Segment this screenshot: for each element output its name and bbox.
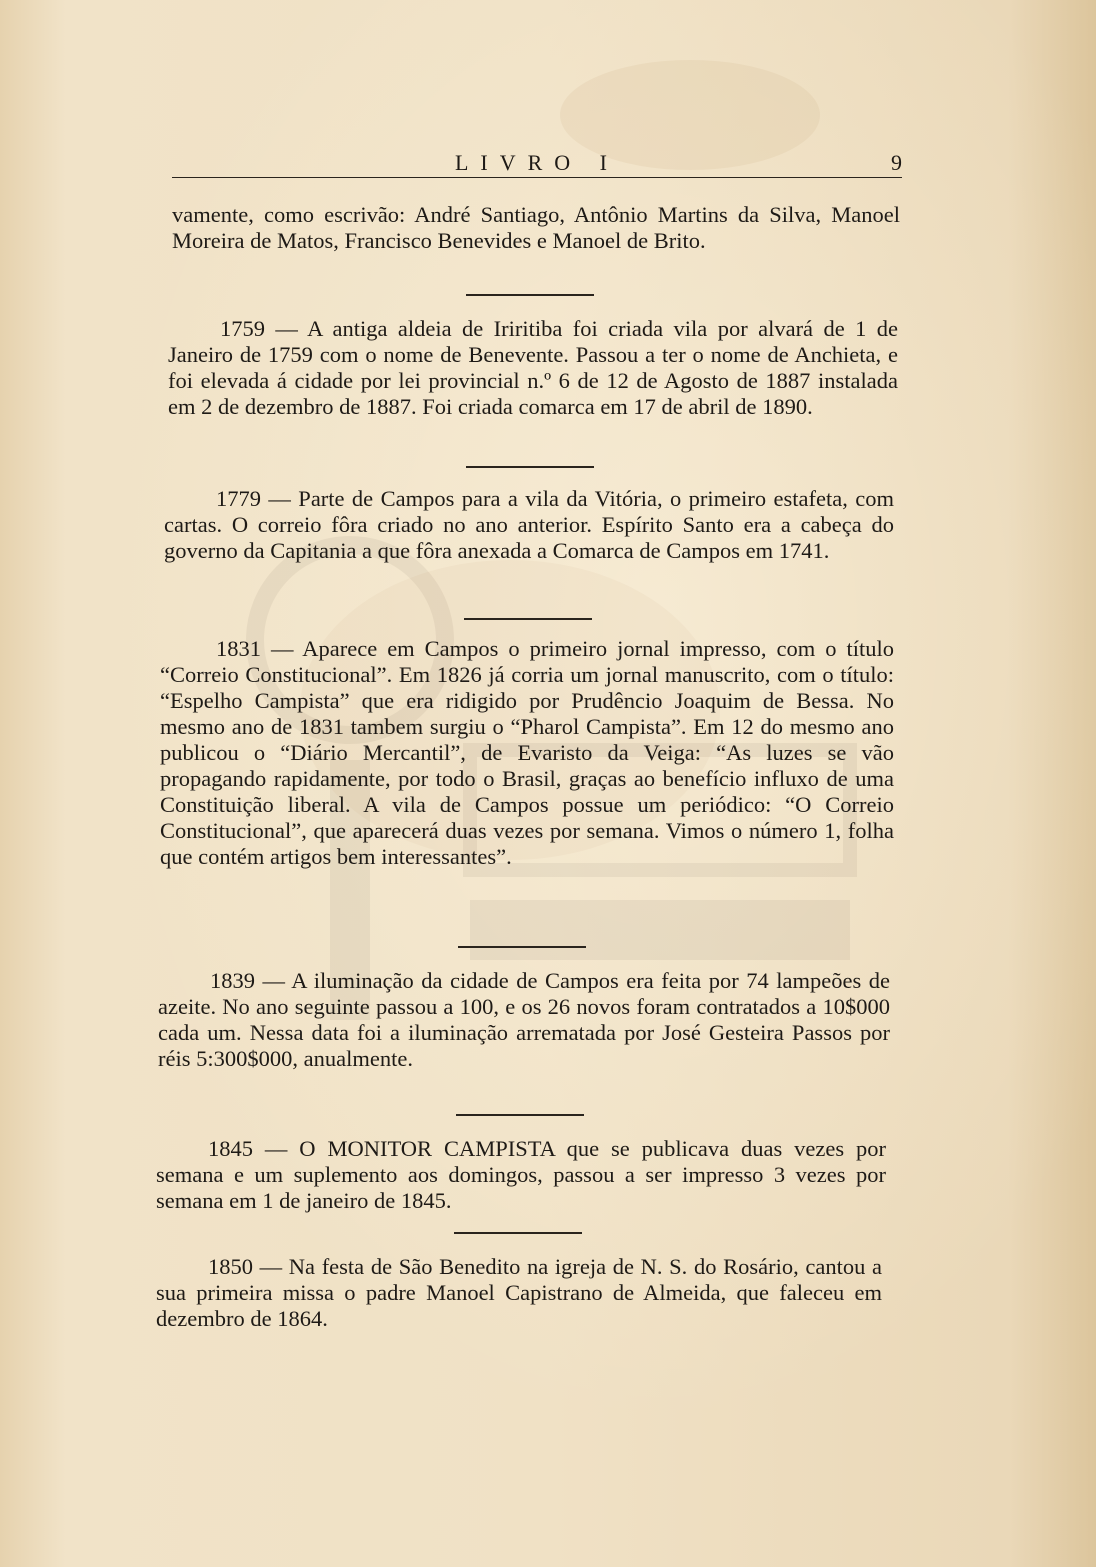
entry-divider: [464, 618, 592, 620]
book-title: LIVRO I: [454, 150, 620, 175]
entry-divider: [454, 1232, 582, 1234]
entry-1759: [168, 316, 898, 420]
entry-1831: [160, 636, 894, 870]
entry-1779: [164, 486, 894, 564]
entry-1850: [156, 1254, 882, 1332]
page-number: 9: [891, 150, 902, 175]
entry-text: 1759 — A antiga aldeia de Iriritiba foi criada vila por alvará de 1 de Janeiro de 1759 com o nome de Benevente. Passou a ter o nome de Anchieta, e foi elevada á cidade por lei provincial n.º 6 de 12 de Agosto de 1887 instalada em 2 de dezembro de 1887. Foi criada comarca em 17 de abril de 1890.: [168, 316, 898, 419]
entry-divider: [456, 1114, 584, 1116]
entry-divider: [458, 946, 586, 948]
entry-text: 1850 — Na festa de São Benedito na igreja de N. S. do Rosário, cantou a sua primeira missa o padre Manoel Capistrano de Almeida, que faleceu em dezembro de 1864.: [156, 1254, 882, 1331]
header-rule: [172, 177, 902, 178]
entry-text: vamente, como escrivão: André Santiago, Antônio Martins da Silva, Manoel Moreira de Matos, Francisco Benevides e Manoel de Brito.: [172, 202, 900, 253]
entry-text: 1831 — Aparece em Campos o primeiro jornal impresso, com o título “Correio Constitucional”. Em 1826 já corria um jornal manuscrito, com o título: “Espelho Campista” que era ridigido por Prudêncio Joaquim de Bessa. No mesmo ano de 1831 tambem surgiu o “Pharol Campista”. Em 12 do mesmo ano publicou o “Diário Mercantil”, de Evaristo da Veiga: “As luzes se vão propagando rapidamente, por todo o Brasil, graças ao benefício influxo de uma Constituição liberal. A vila de Campos possue um periódico: “O Correio Constitucional”, que aparecerá duas vezes por semana. Vimos o número 1, folha que contém artigos bem interessantes”.: [160, 636, 894, 869]
entry-continuation: [172, 202, 900, 254]
running-header: [172, 150, 902, 180]
entry-1839: [158, 968, 890, 1072]
entry-divider: [466, 294, 594, 296]
entry-text: 1845 — O MONITOR CAMPISTA que se publicava duas vezes por semana e um suplemento aos domingos, passou a ser impresso 3 vezes por semana em 1 de janeiro de 1845.: [156, 1136, 886, 1213]
entry-text: 1779 — Parte de Campos para a vila da Vitória, o primeiro estafeta, com cartas. O correio fôra criado no ano anterior. Espírito Santo era a cabeça do governo da Capitania a que fôra anexada a Comarca de Campos em 1741.: [164, 486, 894, 563]
entry-divider: [466, 466, 594, 468]
entry-text: 1839 — A iluminação da cidade de Campos era feita por 74 lampeões de azeite. No ano seguinte passou a 100, e os 26 novos foram contratados a 10$000 cada um. Nessa data foi a iluminação arrematada por José Gesteira Passos por réis 5:300$000, anualmente.: [158, 968, 890, 1071]
entry-1845: [156, 1136, 886, 1214]
